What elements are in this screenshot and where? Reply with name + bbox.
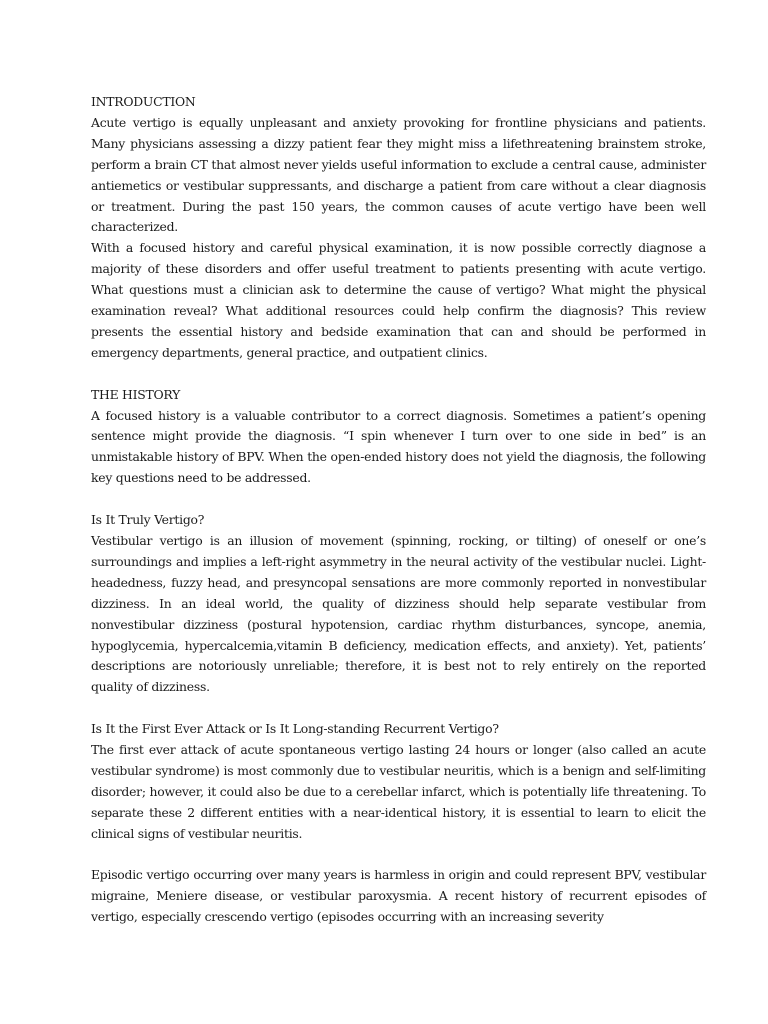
spacer: [91, 364, 706, 385]
paragraph: With a focused history and careful physical examination, it is now possible correctly diagnose a majority of these disorders and offer useful treatment to patients presenting with acute vertigo. What questions must a clinician ask to determine the cause of vertigo? What might the physical examination reveal? What additional resources could help confirm the diagnosis? This review presents the essential history and bedside examination that can and should be performed in emergency departments, general practice, and outpatient clinics.: [91, 240, 706, 360]
paragraph: Vestibular vertigo is an illusion of movement (spinning, rocking, or tilting) of oneself or one’s surroundings and implies a left-right asymmetry in the neural activity of the vestibular nuclei. Light-headedness, fuzzy head, and presyncopal sensations are more commonly reported in nonvestibular dizziness. In an ideal world, the quality of dizziness should help separate vestibular from nonvestibular dizziness (postural hypotension, cardiac rhythm disturbances, syncope, anemia, hypoglycemia, hypercalcemia,vitamin B deficiency, medication effects, and anxiety). Yet, patients’ descriptions are notoriously unreliable; therefore, it is best not to rely entirely on the reported quality of dizziness.: [91, 533, 706, 695]
spacer: [91, 845, 706, 866]
spacer: [91, 489, 706, 510]
section-history: [91, 385, 706, 490]
paragraph: Episodic vertigo occurring over many years is harmless in origin and could represent BPV, vestibular migraine, Meniere disease, or vestibular paroxysmia. A recent history of recurrent episodes of vertigo, especially crescendo vertigo (episodes occurring with an increasing severity: [91, 867, 706, 925]
subsection-heading: Is It the First Ever Attack or Is It Long-standing Recurrent Vertigo?: [91, 721, 499, 737]
section-heading: THE HISTORY: [91, 386, 181, 402]
section-truly-vertigo: [91, 510, 706, 698]
paragraph: The first ever attack of acute spontaneous vertigo lasting 24 hours or longer (also called an acute vestibular syndrome) is most commonly due to vestibular neuritis, which is a benign and self-limiting disorder; however, it could also be due to a cerebellar infarct, which is potentially life threatening. To separate these 2 different entities with a near-identical history, it is essential to learn to elicit the clinical signs of vestibular neuritis.: [91, 742, 706, 841]
section-introduction: [91, 92, 706, 364]
document-body: [91, 92, 706, 928]
section-heading: INTRODUCTION: [91, 94, 196, 109]
section-episodic-vertigo: [91, 865, 706, 928]
subsection-heading: Is It Truly Vertigo?: [91, 512, 205, 528]
paragraph: A focused history is a valuable contributor to a correct diagnosis. Sometimes a patient’s opening sentence might provide the diagnosis. “I spin whenever I turn over to one side in bed” is an unmistakable history of BPV. When the open-ended history does not yield the diagnosis, the following key questions need to be addressed.: [91, 407, 706, 486]
paragraph: Acute vertigo is equally unpleasant and anxiety provoking for frontline physicians and patients. Many physicians assessing a dizzy patient fear they might miss a lifethreatening brainstem stroke, perform a brain CT that almost never yields useful information to exclude a central cause, administer antiemetics or vestibular suppressants, and discharge a patient from care without a clear diagnosis or treatment. During the past 150 years, the common causes of acute vertigo have been well characterized.: [91, 114, 706, 235]
section-first-attack: [91, 719, 706, 844]
spacer: [91, 698, 706, 719]
